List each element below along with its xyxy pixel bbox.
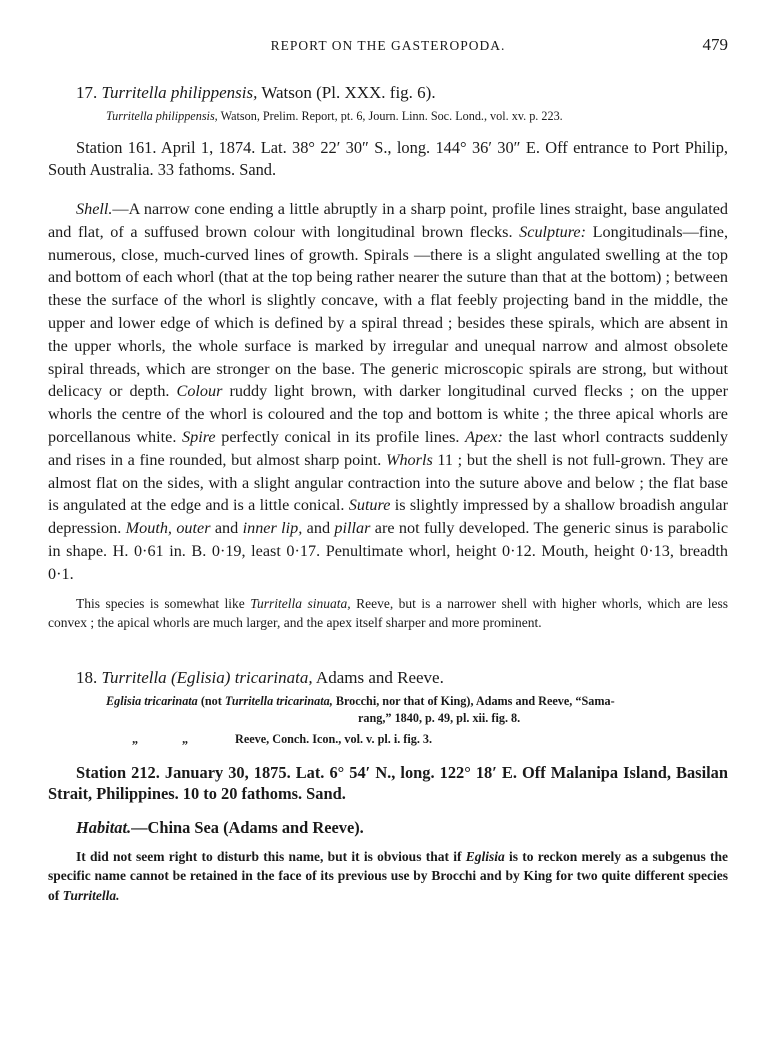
synonym-name: Eglisia tricarinata — [106, 693, 198, 708]
species-18-heading — [76, 667, 728, 689]
note-genus: Eglisia — [465, 848, 505, 864]
shell-label: Shell. — [76, 200, 113, 218]
and-word: and — [214, 519, 239, 538]
shell-text: —A narrow cone ending a little abruptly in a sharp point, profile lines straight, base angulated and flat, of a suffused brown colour with longitudinal brown flecks. — [48, 200, 728, 241]
note-part-1: It did not seem right to disturb this name, but it is obvious that if — [76, 848, 462, 864]
note-species: Turritella sinuata, — [250, 595, 351, 611]
station-record-18: Station 212. January 30, 1875. Lat. 6° 54′ N., long. 122° 18′ E. Off Malanipa Island, Basilan Strait, Philippines. 10 to 20 fathoms. Sand. — [48, 762, 728, 804]
species-authority: Watson (Pl. XXX. fig. 6). — [261, 83, 436, 102]
habitat-text: —China Sea (Adams and Reeve). — [131, 817, 364, 837]
spire-text: perfectly conical in its profile lines. — [221, 427, 460, 446]
species-17-note — [48, 594, 728, 633]
note-part-2: is to reckon merely as a subgenus the specific name cannot be retained in the face of its previous use by Brocchi and by King for two quite different species of — [48, 848, 729, 903]
and-word-2: and — [306, 519, 331, 538]
colour-label: Colour — [176, 382, 223, 401]
species-number: 18. — [76, 667, 98, 687]
station-record: Station 161. April 1, 1874. Lat. 38° 22′ 30″ S., long. 144° 36′ 30″ E. Off entrance to Port Philip, South Australia. 33 fathoms. Sand. — [48, 138, 728, 179]
spire-label: Spire — [182, 427, 216, 446]
running-head — [48, 35, 728, 62]
species-genus: Turritella — [101, 667, 167, 687]
synonym-mid: (not — [200, 693, 222, 708]
suture-text: is slightly impressed by a shallow broadish angular depression. — [48, 496, 729, 538]
synonym-name: Turritella philippensis, — [106, 109, 218, 123]
species-number: 17. — [76, 83, 98, 102]
note-genus-2: Turritella. — [62, 887, 120, 903]
synonymy-line-2: rang,” 1840, p. 49, pl. xii. fig. 8. — [358, 710, 521, 725]
ditto-mark-2: „ — [182, 731, 189, 746]
species-17-heading — [76, 82, 728, 104]
species-name: Turritella philippensis, — [101, 83, 258, 102]
synonym-citation: Reeve, Conch. Icon., vol. v. pl. i. fig. 3. — [235, 731, 433, 746]
mouth-label: Mouth, outer — [125, 519, 211, 538]
running-title: REPORT ON THE GASTEROPODA. — [270, 38, 506, 53]
species-authority: Adams and Reeve. — [315, 667, 444, 687]
suture-label: Suture — [348, 496, 391, 515]
sculpture-text: Longitudinals—fine, numerous, close, much-curved lines of growth. Spirals —there is a slight angulated swelling at the top and bottom of each whorl (that at the top being rather nearer the suture than that at the bottom) ; between these the surface of the whorl is slightly concave, with a flat feebly projecting band in the middle, the upper and lower edge of which is defined by a spiral thread ; besides these spirals, which are absent in the upper whorls, the whole surface is marked by irregular and unequal narrow and almost obsolete spiral threads, which are stronger on the base. The generic microscopic spirals are strong, but without delicacy or depth. — [48, 222, 728, 401]
page-number: 479 — [702, 35, 728, 54]
pillar-label: pillar — [334, 519, 371, 538]
whorls-label: Whorls — [385, 450, 433, 469]
synonym-rest: Brocchi, nor that of King), Adams and Reeve, “Sama- — [335, 693, 615, 708]
note-after: Reeve, but is a narrower shell with higher whorls, which are less convex ; the apical whorls are much larger, and the apex itself sharper and more prominent. — [48, 595, 729, 631]
species-18-note — [48, 847, 728, 906]
synonymy-line — [106, 108, 728, 125]
colour-text: ruddy light brown, with darker longitudinal curved flecks ; on the upper whorls the centre of the whorl is coloured and the top and bottom is white ; the three apical whorls are porcellanous white. — [48, 382, 728, 446]
habitat-line — [76, 817, 728, 839]
note-before: This species is somewhat like — [76, 595, 245, 611]
species-subgenus: (Eglisia) — [170, 667, 231, 687]
apex-text: the last whorl contracts suddenly and rises in a fine rounded, but almost sharp point. — [48, 427, 729, 469]
ditto-mark: „ — [132, 731, 139, 746]
species-epithet: tricarinata, — [234, 667, 313, 687]
shell-description — [48, 198, 728, 586]
habitat-label: Habitat. — [76, 817, 132, 837]
synonymy-line-1 — [106, 693, 728, 710]
synonymy-line-3 — [132, 731, 728, 748]
pillar-text: are not fully developed. The generic sinus is parabolic in shape. H. 0·61 in. B. 0·19, least 0·17. Penultimate whorl, height 0·12. Mouth, height 0·13, breadth 0·1. — [48, 519, 729, 583]
sculpture-label: Sculpture: — [519, 222, 587, 241]
inner-lip-label: inner lip, — [242, 519, 303, 538]
whorls-text: 11 ; but the shell is not full-grown. They are almost flat on the sides, with a slight angular contraction into the suture above and below ; the flat base is angulated at the edge and is a little conical. — [48, 450, 729, 515]
synonym-name-2: Turritella tricarinata, — [224, 693, 333, 708]
synonym-citation: Watson, Prelim. Report, pt. 6, Journ. Linn. Soc. Lond., vol. xv. p. 223. — [220, 109, 563, 123]
apex-label: Apex: — [465, 427, 503, 446]
